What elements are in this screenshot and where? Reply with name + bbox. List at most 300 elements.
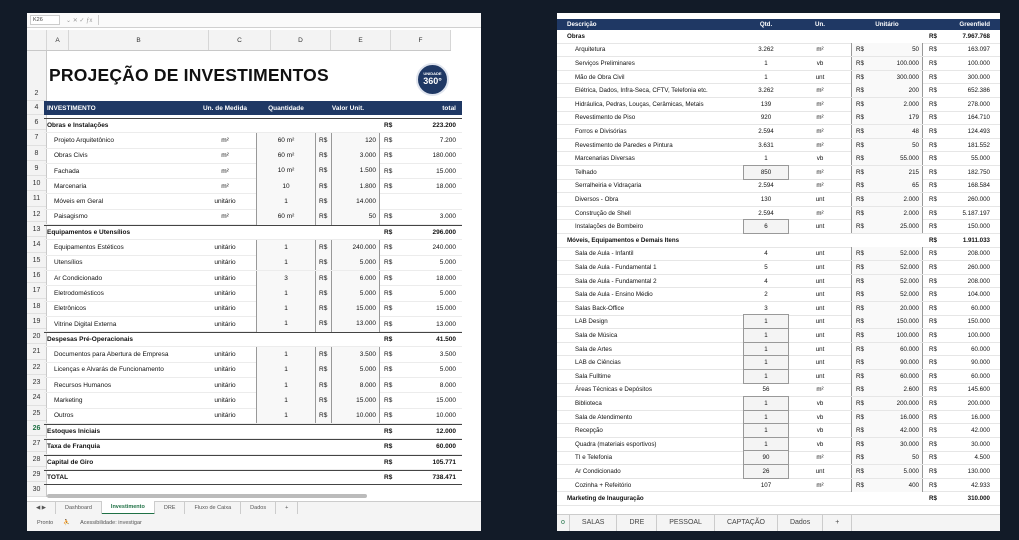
item-description[interactable]: Sala de Aula - Ensino Médio [575, 291, 653, 299]
item-greenfield[interactable]: 300.000 [967, 73, 990, 81]
item-un[interactable]: unt [815, 345, 825, 353]
item-greenfield[interactable]: 150.000 [967, 318, 990, 326]
formula-input[interactable] [98, 15, 481, 25]
item-unit[interactable]: unitário [214, 305, 236, 313]
item-unit[interactable]: unitário [214, 397, 236, 405]
unit-price[interactable]: 150.000 [871, 315, 923, 328]
item-description[interactable]: Construção de Shell [575, 209, 631, 217]
item-unit[interactable]: m² [221, 167, 229, 175]
item-description[interactable]: LAB Design [575, 318, 608, 326]
item-qty[interactable]: 130 [760, 195, 772, 203]
item-description[interactable]: Marketing de Inauguração [567, 495, 644, 503]
item-greenfield[interactable]: 182.750 [967, 168, 990, 176]
item-qty[interactable]: 26 [743, 464, 789, 479]
row-header-23[interactable]: 23 [27, 375, 46, 390]
item-unit-value[interactable]: 5.000 [332, 362, 380, 377]
item-qty[interactable]: 1 [743, 410, 789, 425]
item-qty[interactable]: 1 [764, 73, 768, 81]
unit-price[interactable]: 52.000 [871, 288, 923, 301]
item-greenfield[interactable]: 42.933 [971, 481, 990, 489]
item-quantity[interactable]: 1 [256, 240, 316, 255]
item-unit[interactable]: m² [221, 213, 229, 221]
item-name[interactable]: Fachada [54, 167, 80, 175]
item-greenfield[interactable]: 200.000 [967, 399, 990, 407]
row-header-16[interactable]: 16 [27, 268, 46, 283]
unit-price[interactable]: 52.000 [871, 275, 923, 288]
item-qty[interactable]: 2 [764, 291, 768, 299]
item-name[interactable]: TOTAL [47, 474, 69, 482]
tab-dre[interactable]: DRE [155, 502, 186, 514]
row-header-18[interactable]: 18 [27, 299, 46, 314]
item-un[interactable]: unt [815, 223, 825, 231]
item-un[interactable]: m² [816, 46, 824, 54]
item-greenfield[interactable]: 310.000 [967, 495, 990, 503]
row-header-2[interactable]: 2 [27, 51, 46, 101]
row-header-17[interactable]: 17 [27, 283, 46, 298]
item-greenfield[interactable]: 208.000 [967, 277, 990, 285]
unit-price[interactable]: 16.000 [871, 411, 923, 424]
item-un[interactable]: unt [815, 250, 825, 258]
item-unit-value[interactable]: 10.000 [332, 408, 380, 423]
item-total[interactable]: 15.000 [436, 397, 456, 405]
item-greenfield[interactable]: 30.000 [971, 440, 990, 448]
column-header-d[interactable]: D [271, 30, 331, 50]
item-un[interactable]: unt [815, 73, 825, 81]
item-greenfield[interactable]: 42.000 [971, 427, 990, 435]
item-name[interactable]: Vitrine Digital Externa [54, 320, 117, 328]
item-un[interactable]: m² [816, 141, 824, 149]
item-qty[interactable]: 1 [764, 155, 768, 163]
item-unit[interactable]: unitário [214, 351, 236, 359]
item-qty[interactable]: 3.631 [758, 141, 774, 149]
item-unit-value[interactable]: 5.000 [332, 255, 380, 270]
item-total[interactable]: 105.771 [432, 458, 456, 466]
item-name[interactable]: Estoques Iniciais [47, 428, 101, 436]
item-un[interactable]: vb [816, 413, 824, 421]
item-unit-value[interactable]: 8.000 [332, 378, 380, 393]
row-header-29[interactable]: 29 [27, 467, 46, 482]
item-quantity[interactable]: 1 [256, 194, 316, 209]
item-quantity[interactable]: 10 m² [256, 163, 316, 178]
row-header-19[interactable]: 19 [27, 314, 46, 329]
item-un[interactable]: unt [815, 195, 825, 203]
item-description[interactable]: Sala de Música [575, 331, 618, 339]
item-greenfield[interactable]: 90.000 [971, 359, 990, 367]
item-name[interactable]: Equipamentos Estéticos [54, 244, 124, 252]
item-greenfield[interactable]: 60.000 [971, 372, 990, 380]
item-name[interactable]: Recursos Humanos [54, 381, 112, 389]
item-total[interactable]: 3.500 [439, 351, 456, 359]
item-unit-value[interactable]: 1.500 [332, 163, 380, 178]
item-greenfield[interactable]: 7.967.768 [962, 32, 990, 40]
item-greenfield[interactable]: 60.000 [971, 345, 990, 353]
item-qty[interactable]: 1 [743, 314, 789, 329]
item-un[interactable]: unt [815, 277, 825, 285]
row-header-20[interactable]: 20 [27, 329, 46, 344]
unit-price[interactable]: 215 [871, 166, 923, 179]
item-unit-value[interactable]: 5.000 [332, 286, 380, 301]
item-unit-value[interactable]: 1.800 [332, 179, 380, 194]
row-header-25[interactable]: 25 [27, 406, 46, 421]
item-name[interactable]: Documentos para Abertura de Empresa [54, 351, 169, 359]
row-header-14[interactable]: 14 [27, 237, 46, 252]
row-header-13[interactable]: 13 [27, 222, 46, 237]
horizontal-scrollbar[interactable] [47, 494, 367, 498]
item-total[interactable]: 3.000 [439, 213, 456, 221]
item-greenfield[interactable]: 208.000 [967, 250, 990, 258]
item-qty[interactable]: 2.594 [758, 182, 774, 190]
item-un[interactable]: m² [816, 100, 824, 108]
item-description[interactable]: Sala de Aula - Fundamental 2 [575, 277, 657, 285]
item-total[interactable]: 18.000 [436, 274, 456, 282]
item-un[interactable]: m² [816, 386, 824, 394]
item-greenfield[interactable]: 100.000 [967, 59, 990, 67]
item-name[interactable]: Obras e Instalações [47, 122, 109, 130]
item-description[interactable]: Hidráulica, Pedras, Louças, Cerâmicas, Metais [575, 100, 704, 108]
unit-price[interactable]: 65 [871, 179, 923, 192]
item-quantity[interactable]: 60 m² [256, 133, 316, 148]
item-unit-value[interactable]: 14.000 [332, 194, 380, 209]
item-name[interactable]: Marcenaria [54, 182, 87, 190]
item-unit[interactable]: unitário [214, 320, 236, 328]
item-description[interactable]: Ar Condicionado [575, 467, 621, 475]
item-unit[interactable]: m² [221, 136, 229, 144]
status-accessibility[interactable]: Acessibilidade: investigar [80, 519, 142, 526]
item-greenfield[interactable]: 260.000 [967, 195, 990, 203]
item-greenfield[interactable]: 145.600 [967, 386, 990, 394]
item-un[interactable]: vb [816, 427, 824, 435]
item-total[interactable]: 5.000 [439, 366, 456, 374]
column-header-c[interactable]: C [209, 30, 271, 50]
column-header-e[interactable]: E [331, 30, 391, 50]
item-description[interactable]: Áreas Técnicas e Depósitos [575, 386, 652, 394]
unit-price[interactable]: 55.000 [871, 152, 923, 165]
item-qty[interactable]: 90 [743, 450, 789, 465]
item-qty[interactable]: 1 [743, 342, 789, 357]
item-qty[interactable]: 5 [764, 263, 768, 271]
item-unit[interactable]: unitário [214, 381, 236, 389]
row-header-22[interactable]: 22 [27, 360, 46, 375]
item-un[interactable]: m² [816, 114, 824, 122]
item-unit-value[interactable]: 120 [332, 133, 380, 148]
unit-price[interactable]: 50 [871, 139, 923, 152]
item-qty[interactable]: 1 [743, 396, 789, 411]
unit-price[interactable]: 52.000 [871, 261, 923, 274]
item-unit-value[interactable]: 50 [332, 209, 380, 224]
item-un[interactable]: m² [816, 87, 824, 95]
unit-price[interactable]: 200.000 [871, 397, 923, 410]
item-qty[interactable]: 1 [743, 355, 789, 370]
item-greenfield[interactable]: 1.911.033 [962, 236, 990, 244]
item-name[interactable]: Obras Civis [54, 152, 88, 160]
item-un[interactable]: vb [816, 59, 824, 67]
item-unit-value[interactable]: 240.000 [332, 240, 380, 255]
item-unit[interactable]: m² [221, 182, 229, 190]
item-unit-value[interactable]: 3.000 [332, 148, 380, 163]
tab-dashboard[interactable]: Dashboard [56, 502, 102, 514]
item-un[interactable]: m² [816, 454, 824, 462]
unit-price[interactable]: 60.000 [871, 370, 923, 383]
item-un[interactable]: unt [815, 291, 825, 299]
name-box[interactable]: K26 [30, 15, 60, 25]
row-header-15[interactable]: 15 [27, 253, 46, 268]
item-total[interactable]: 41.500 [436, 336, 456, 344]
item-name[interactable]: Outros [54, 412, 74, 420]
item-unit-value[interactable]: 3.500 [332, 347, 380, 362]
item-greenfield[interactable]: 16.000 [971, 413, 990, 421]
item-description[interactable]: TI e Telefonia [575, 454, 613, 462]
column-header-b[interactable]: B [69, 30, 209, 50]
item-total[interactable]: 8.000 [439, 381, 456, 389]
row-header-21[interactable]: 21 [27, 344, 46, 359]
item-name[interactable]: Despesas Pré-Operacionais [47, 336, 133, 344]
item-name[interactable]: Eletrônicos [54, 305, 87, 313]
item-total[interactable]: 738.471 [432, 474, 456, 482]
item-description[interactable]: Sala de Atendimento [575, 413, 633, 421]
item-greenfield[interactable]: 260.000 [967, 263, 990, 271]
item-greenfield[interactable]: 164.710 [967, 114, 990, 122]
item-total[interactable]: 10.000 [436, 412, 456, 420]
item-total[interactable]: 7.200 [439, 136, 456, 144]
item-quantity[interactable]: 1 [256, 316, 316, 331]
item-greenfield[interactable]: 5.187.197 [962, 209, 990, 217]
item-quantity[interactable]: 1 [256, 362, 316, 377]
item-quantity[interactable]: 1 [256, 301, 316, 316]
item-name[interactable]: Taxa de Franquia [47, 443, 100, 451]
item-unit[interactable]: unitário [214, 412, 236, 420]
item-qty[interactable]: 56 [762, 386, 770, 394]
item-total[interactable]: 15.000 [436, 167, 456, 175]
tab-fluxo-de-caixa[interactable]: Fluxo de Caixa [185, 502, 241, 514]
unit-price[interactable]: 100.000 [871, 329, 923, 342]
item-total[interactable]: 13.000 [436, 320, 456, 328]
tab-o[interactable]: o [557, 515, 570, 531]
item-greenfield[interactable]: 652.386 [967, 87, 990, 95]
item-unit-value[interactable]: 15.000 [332, 393, 380, 408]
formula-controls-icon[interactable]: ⌄ ✕ ✓ ƒx [66, 17, 93, 24]
item-total[interactable]: 18.000 [436, 182, 456, 190]
item-un[interactable]: m² [816, 168, 824, 176]
item-qty[interactable]: 1 [743, 437, 789, 452]
unit-price[interactable]: 50 [871, 451, 923, 464]
item-qty[interactable]: 3 [764, 304, 768, 312]
item-quantity[interactable]: 1 [256, 378, 316, 393]
tab-dre[interactable]: DRE [617, 515, 657, 531]
unit-price[interactable]: 2.000 [871, 98, 923, 111]
unit-price[interactable]: 100.000 [871, 57, 923, 70]
row-header-11[interactable]: 11 [27, 191, 46, 206]
item-description[interactable]: Sala de Aula - Infantil [575, 250, 634, 258]
item-un[interactable]: unt [815, 467, 825, 475]
item-description[interactable]: Revestimento de Piso [575, 114, 636, 122]
item-un[interactable]: m² [816, 127, 824, 135]
unit-price[interactable]: 25.000 [871, 220, 923, 233]
item-un[interactable]: m² [816, 481, 824, 489]
item-greenfield[interactable]: 4.500 [974, 454, 990, 462]
item-greenfield[interactable]: 168.584 [967, 182, 990, 190]
row-header-28[interactable]: 28 [27, 452, 46, 467]
item-name[interactable]: Paisagismo [54, 213, 88, 221]
unit-price[interactable]: 52.000 [871, 247, 923, 260]
unit-price[interactable]: 50 [871, 43, 923, 56]
item-greenfield[interactable]: 278.000 [967, 100, 990, 108]
item-name[interactable]: Equipamentos e Utensílios [47, 229, 131, 237]
row-header-26[interactable]: 26 [27, 421, 46, 436]
item-qty[interactable]: 3.262 [758, 46, 774, 54]
item-quantity[interactable]: 3 [256, 271, 316, 286]
item-name[interactable]: Ar Condicionado [54, 274, 103, 282]
item-qty[interactable]: 4 [764, 277, 768, 285]
item-qty[interactable]: 2.594 [758, 127, 774, 135]
unit-price[interactable]: 30.000 [871, 438, 923, 451]
item-description[interactable]: Quadra (materiais esportivos) [575, 440, 657, 448]
item-qty[interactable]: 139 [760, 100, 772, 108]
item-total[interactable]: 60.000 [436, 443, 456, 451]
row-header-30[interactable]: 30 [27, 482, 46, 497]
item-description[interactable]: Mão de Obra Civil [575, 73, 625, 81]
unit-price[interactable]: 20.000 [871, 302, 923, 315]
column-header-f[interactable]: F [391, 30, 451, 50]
item-unit[interactable]: unitário [214, 198, 236, 206]
item-unit[interactable]: unitário [214, 366, 236, 374]
item-un[interactable]: m² [816, 182, 824, 190]
item-total[interactable]: 296.000 [432, 229, 456, 237]
item-quantity[interactable]: 60 m² [256, 148, 316, 163]
item-description[interactable]: Forros e Divisórias [575, 127, 627, 135]
row-header-7[interactable]: 7 [27, 130, 46, 145]
item-unit[interactable]: unitário [214, 289, 236, 297]
item-description[interactable]: Sala Fulltime [575, 372, 611, 380]
tab-pessoal[interactable]: PESSOAL [657, 515, 715, 531]
item-quantity[interactable]: 1 [256, 393, 316, 408]
tab-captação[interactable]: CAPTAÇÃO [715, 515, 778, 531]
item-unit[interactable]: unitário [214, 244, 236, 252]
unit-price[interactable]: 200 [871, 84, 923, 97]
item-name[interactable]: Capital de Giro [47, 458, 94, 466]
item-un[interactable]: unt [815, 263, 825, 271]
item-description[interactable]: Salas Back-Office [575, 304, 625, 312]
item-quantity[interactable]: 1 [256, 408, 316, 423]
column-header-a[interactable]: A [47, 30, 69, 50]
unit-price[interactable]: 2.600 [871, 383, 923, 396]
unit-price[interactable]: 42.000 [871, 424, 923, 437]
item-quantity[interactable]: 1 [256, 255, 316, 270]
item-description[interactable]: Cozinha + Refeitório [575, 481, 632, 489]
item-greenfield[interactable]: 104.000 [967, 291, 990, 299]
item-description[interactable]: LAB de Ciências [575, 359, 621, 367]
item-description[interactable]: Diversos - Obra [575, 195, 619, 203]
item-unit[interactable]: unitário [214, 274, 236, 282]
item-greenfield[interactable]: 181.552 [967, 141, 990, 149]
item-description[interactable]: Sala de Aula - Fundamental 1 [575, 263, 657, 271]
item-name[interactable]: Eletrodomésticos [54, 289, 104, 297]
item-qty[interactable]: 3.262 [758, 87, 774, 95]
item-total[interactable]: 12.000 [436, 428, 456, 436]
item-greenfield[interactable]: 100.000 [967, 331, 990, 339]
item-name[interactable]: Projeto Arquitetônico [54, 136, 114, 144]
row-header-10[interactable]: 10 [27, 176, 46, 191]
unit-price[interactable]: 90.000 [871, 356, 923, 369]
tab-salas[interactable]: SALAS [570, 515, 618, 531]
item-total[interactable]: 5.000 [439, 259, 456, 267]
item-greenfield[interactable]: 124.493 [967, 127, 990, 135]
item-qty[interactable]: 1 [764, 59, 768, 67]
unit-price[interactable]: 48 [871, 125, 923, 138]
item-description[interactable]: Serralheiria e Vidraçaria [575, 182, 642, 190]
item-description[interactable]: Sala de Artes [575, 345, 612, 353]
item-description[interactable]: Serviços Preliminares [575, 59, 635, 67]
unit-price[interactable]: 5.000 [871, 465, 923, 478]
unit-price[interactable]: 60.000 [871, 343, 923, 356]
item-description[interactable]: Arquitetura [575, 46, 606, 54]
item-name[interactable]: Marketing [54, 397, 83, 405]
item-quantity[interactable]: 1 [256, 347, 316, 362]
unit-price[interactable]: 179 [871, 111, 923, 124]
item-description[interactable]: Recepção [575, 427, 603, 435]
item-description[interactable]: Obras [567, 32, 585, 40]
accessibility-icon[interactable]: ⛹ [63, 519, 71, 526]
unit-price[interactable]: 400 [871, 479, 923, 492]
item-description[interactable]: Elétrica, Dados, Infra-Seca, CFTV, Telefonia etc. [575, 87, 708, 95]
item-description[interactable]: Móveis, Equipamentos e Demais Itens [567, 236, 680, 244]
item-unit[interactable]: m² [221, 152, 229, 160]
item-un[interactable]: unt [815, 359, 825, 367]
row-header-8[interactable]: 8 [27, 146, 46, 161]
item-qty[interactable]: 2.594 [758, 209, 774, 217]
item-qty[interactable]: 4 [764, 250, 768, 258]
select-all-corner[interactable] [27, 30, 47, 50]
item-un[interactable]: unt [815, 372, 825, 380]
item-greenfield[interactable]: 150.000 [967, 223, 990, 231]
row-header-27[interactable]: 27 [27, 436, 46, 451]
item-description[interactable]: Instalações de Bombeiro [575, 223, 644, 231]
item-description[interactable]: Marcenarias Diversas [575, 155, 635, 163]
item-un[interactable]: m² [816, 209, 824, 217]
row-header-6[interactable]: 6 [27, 115, 46, 130]
item-un[interactable]: vb [816, 440, 824, 448]
row-header-12[interactable]: 12 [27, 207, 46, 222]
item-qty[interactable]: 1 [743, 423, 789, 438]
tab-dados[interactable]: Dados [241, 502, 276, 514]
item-unit-value[interactable]: 15.000 [332, 301, 380, 316]
tab-nav-icon[interactable]: ◀ ▶ [27, 502, 56, 514]
item-name[interactable]: Móveis em Geral [54, 198, 104, 206]
add-sheet-button[interactable]: + [823, 515, 852, 531]
unit-price[interactable]: 2.000 [871, 193, 923, 206]
item-unit[interactable]: unitário [214, 259, 236, 267]
item-un[interactable]: vb [816, 155, 824, 163]
tab-investimento[interactable]: Investimento [102, 501, 155, 515]
item-qty[interactable]: 6 [743, 219, 789, 234]
add-sheet-button[interactable]: + [276, 502, 298, 514]
item-qty[interactable]: 1 [743, 369, 789, 384]
item-qty[interactable]: 107 [760, 481, 772, 489]
item-greenfield[interactable]: 55.000 [971, 155, 990, 163]
item-un[interactable]: unt [815, 331, 825, 339]
item-greenfield[interactable]: 130.000 [967, 467, 990, 475]
item-name[interactable]: Licenças e Alvarás de Funcionamento [54, 366, 164, 374]
item-qty[interactable]: 920 [760, 114, 772, 122]
item-qty[interactable]: 1 [743, 328, 789, 343]
item-total[interactable]: 15.000 [436, 305, 456, 313]
item-quantity[interactable]: 10 [256, 179, 316, 194]
item-unit-value[interactable]: 13.000 [332, 316, 380, 331]
item-un[interactable]: vb [816, 399, 824, 407]
item-total[interactable]: 240.000 [432, 244, 456, 252]
item-total[interactable]: 5.000 [439, 289, 456, 297]
item-greenfield[interactable]: 163.097 [967, 46, 990, 54]
item-un[interactable]: unt [815, 304, 825, 312]
